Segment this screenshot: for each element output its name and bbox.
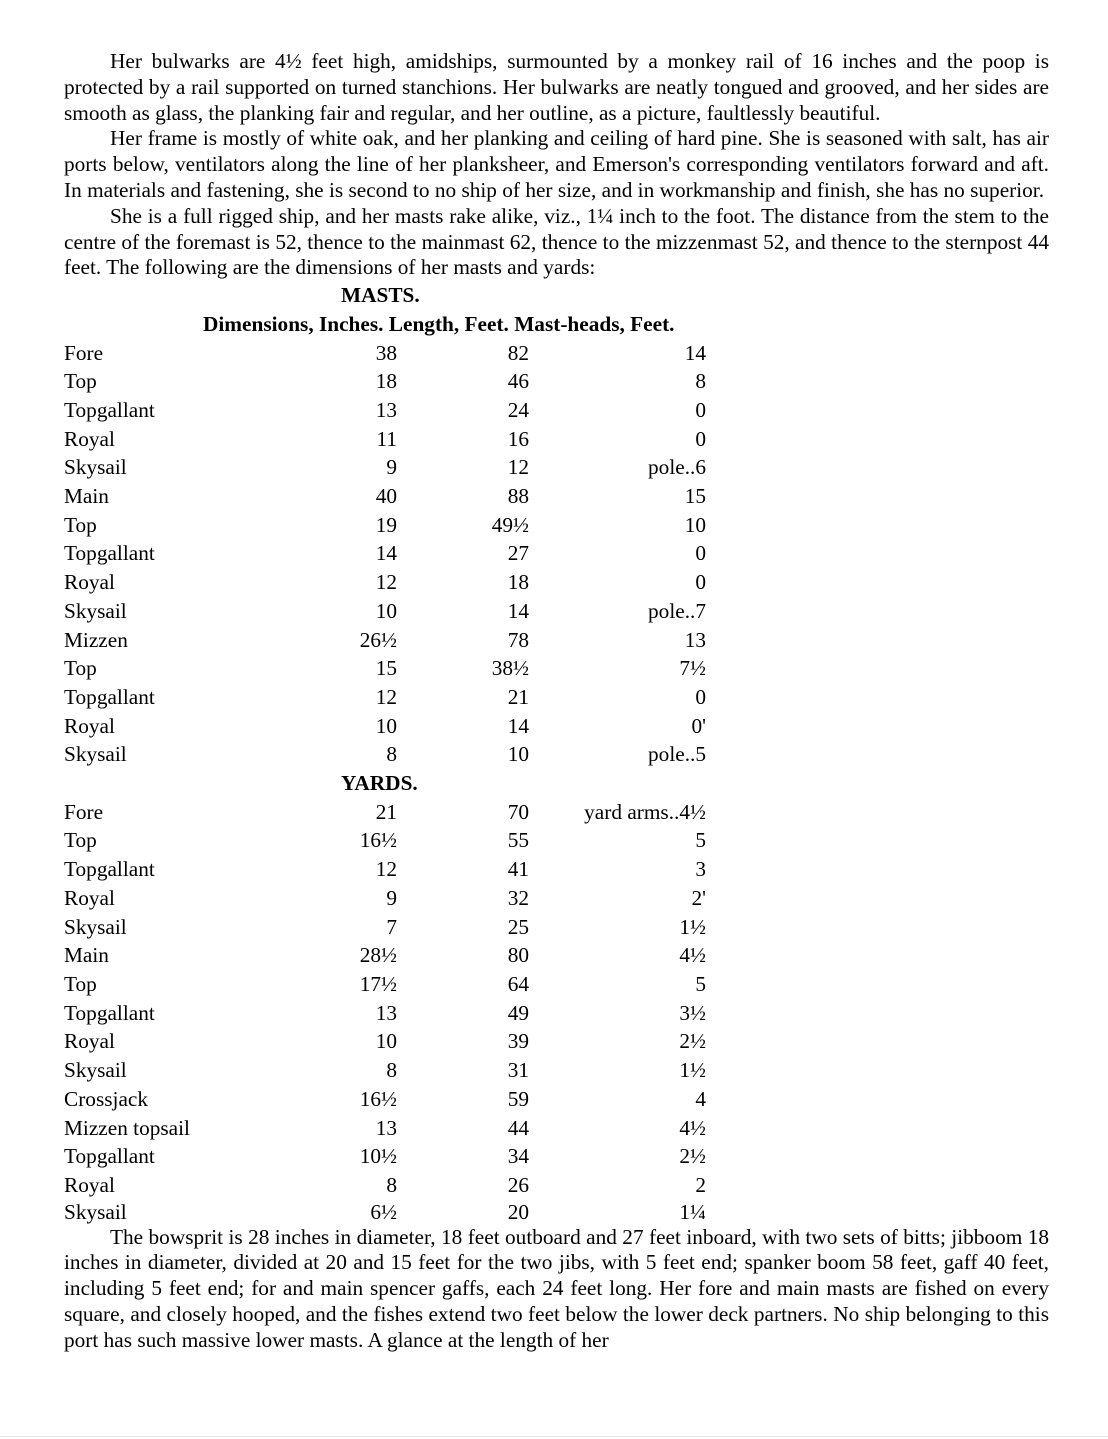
length-feet: 24 [507,397,529,422]
spar-name: Crossjack [64,1086,148,1111]
end-feet: 0' [691,713,706,738]
end-feet: 2½ [679,1144,706,1169]
end-feet: 4½ [679,1115,706,1140]
dimension-inches: 6½ [370,1199,397,1224]
header-length: Length, Feet. [388,311,509,336]
spar-name: Top [64,972,97,996]
dimension-inches: 15 [375,656,397,681]
length-feet: 14 [507,713,529,738]
spar-name: Topgallant [64,857,155,882]
dimension-inches: 10 [375,1029,397,1054]
end-feet: 0 [695,426,706,451]
table-row [64,683,706,712]
end-feet: 1½ [679,914,706,939]
dimension-inches: 16½ [359,1086,397,1111]
length-feet: 20 [507,1199,529,1224]
spar-name: Topgallant [64,1144,155,1169]
spar-name: Mizzen topsail [64,1115,190,1140]
length-feet: 12 [507,455,529,480]
dimension-inches: 18 [375,369,397,394]
spar-name: Fore [64,340,104,365]
table-row [64,626,706,655]
end-feet: yard arms..4½ [584,799,706,824]
table-row [64,941,706,970]
end-feet: pole..5 [648,742,706,767]
masts-title: MASTS. [341,283,420,308]
spar-name: Royal [64,426,115,451]
dimension-inches: 12 [375,684,397,709]
dimension-inches: 19 [375,512,397,537]
end-feet: 14 [684,340,706,365]
dimension-inches: 8 [386,1172,397,1197]
length-feet: 27 [507,541,529,566]
header-dimensions: Dimensions, Inches. [203,311,384,336]
dimension-inches: 26½ [359,627,397,652]
end-feet: 5 [695,972,706,996]
masts-table [64,339,706,770]
spar-name: Royal [64,1172,115,1197]
end-feet: 4 [695,1086,706,1111]
length-feet: 46 [507,369,529,394]
spar-name: Top [64,512,97,537]
dimension-inches: 8 [386,1058,397,1083]
length-feet: 78 [507,627,529,652]
table-row [64,1142,706,1171]
end-feet: 4½ [679,943,706,968]
table-row [64,511,706,540]
dimension-inches: 12 [375,857,397,882]
dimension-inches: 14 [375,541,397,566]
length-feet: 31 [507,1058,529,1083]
spar-name: Topgallant [64,397,155,422]
length-feet: 34 [507,1144,529,1169]
spar-name: Skysail [64,598,127,623]
page-bottom-rule [0,1436,1108,1437]
table-row [64,826,706,855]
end-feet: 3½ [679,1000,706,1025]
length-feet: 10 [507,742,529,767]
table-row [64,568,706,597]
end-feet: 13 [684,627,706,652]
table-row [64,396,706,425]
yards-title: YARDS. [341,771,418,796]
intro-paragraph-1: Her bulwarks are 4½ feet high, amidships, surmounted by a monkey rail of 16 inches and the poop is protected by a rail supported on turned stanchions. Her bulwarks are neatly tongued and grooved, and her sides are smooth as glass, the planking fair and regular, and her outline, as a picture, faultlessly beautiful. [64,49,1049,125]
table-row [64,1027,706,1056]
length-feet: 38½ [491,656,529,681]
table-row [64,339,706,368]
document-page [64,49,1049,1354]
table-row [64,1114,706,1143]
spar-name: Fore [64,799,104,824]
length-feet: 44 [507,1115,529,1140]
spar-name: Royal [64,713,115,738]
end-feet: 15 [684,484,706,509]
dimension-inches: 9 [386,455,397,480]
spar-name: Main [64,484,109,509]
closing-paragraph: The bowsprit is 28 inches in diameter, 18 feet outboard and 27 feet inboard, with two sets of bitts; jibboom 18 inches in diameter, divided at 20 and 15 feet for the two jibs, with 5 feet end; spanker boom 58 feet, gaff 40 feet, including 5 feet end; for and main spencer gaffs, each 24 feet long. Her fore and main masts are fished on every square, and closely hooped, and the fishes extend two feet below the lower deck partners. No ship belonging to this port has such massive lower masts. A glance at the length of her [64,1224,1049,1352]
dimension-inches: 11 [376,426,397,451]
dimension-inches: 12 [375,570,397,595]
table-row [64,1085,706,1114]
spar-name: Skysail [64,455,127,480]
dimension-inches: 16½ [359,828,397,853]
length-feet: 16 [507,426,529,451]
spar-name: Skysail [64,1058,127,1083]
length-feet: 14 [507,598,529,623]
length-feet: 41 [507,857,529,882]
intro-paragraph-3: She is a full rigged ship, and her masts rake alike, viz., 1¼ inch to the foot. The distance from the stem to the centre of the foremast is 52, thence to the mainmast 62, thence to the mizzenmast 52, and thence to the sternpost 44 feet. The following are the dimensions of her masts and yards: [64,203,1049,280]
end-feet: 2½ [679,1029,706,1054]
length-feet: 55 [507,828,529,853]
dimension-inches: 28½ [359,943,397,968]
end-feet: 10 [684,512,706,537]
dimension-inches: 7 [386,914,397,939]
spar-name: Top [64,828,97,853]
spar-name: Top [64,369,97,394]
dimension-inches: 13 [375,1000,397,1025]
length-feet: 82 [507,340,529,365]
spar-name: Royal [64,885,115,910]
intro-paragraph-2: Her frame is mostly of white oak, and her planking and ceiling of hard pine. She is seasoned with salt, has air ports below, ventilators along the line of her planksheer, and Emerson's corresponding ventilators forward and aft. In materials and fastening, she is second to no ship of her size, and in workmanship and finish, she has no superior. [64,126,1049,202]
end-feet: 1¼ [679,1199,706,1224]
table-row [64,539,706,568]
table-row [64,1200,706,1225]
length-feet: 32 [507,885,529,910]
spar-name: Topgallant [64,684,155,709]
end-feet: 0 [695,397,706,422]
length-feet: 39 [507,1029,529,1054]
length-feet: 25 [507,914,529,939]
dimension-inches: 10 [375,598,397,623]
end-feet: pole..6 [648,455,706,480]
spar-name: Mizzen [64,627,128,652]
dimension-inches: 9 [386,885,397,910]
spar-name: Skysail [64,914,127,939]
table-row [64,597,706,626]
end-feet: 8 [695,369,706,394]
spar-name: Skysail [64,1199,127,1224]
end-feet: 0 [695,570,706,595]
end-feet: 7½ [679,656,706,681]
length-feet: 18 [507,570,529,595]
spar-name: Main [64,943,109,968]
dimension-inches: 10 [375,713,397,738]
end-feet: 1½ [679,1058,706,1083]
table-row [64,712,706,741]
end-feet: 2 [695,1172,706,1197]
dimension-inches: 17½ [359,972,397,996]
length-feet: 21 [507,684,529,709]
length-feet: 88 [507,484,529,509]
table-row [64,970,706,999]
table-row [64,482,706,511]
length-feet: 26 [507,1172,529,1197]
dimension-inches: 40 [375,484,397,509]
table-row [64,453,706,482]
spar-name: Topgallant [64,541,155,566]
spar-name: Top [64,656,97,681]
length-feet: 49½ [491,512,529,537]
dimension-inches: 13 [375,1115,397,1140]
table-row [64,1056,706,1085]
length-feet: 59 [507,1086,529,1111]
table-row [64,740,706,769]
table-row [64,1171,706,1200]
table-row [64,913,706,942]
end-feet: 0 [695,541,706,566]
end-feet: 3 [695,857,706,882]
spar-name: Skysail [64,742,127,767]
table-row [64,367,706,396]
length-feet: 49 [507,1000,529,1025]
table-row [64,999,706,1028]
spar-name: Topgallant [64,1000,155,1025]
masts-column-headers [64,310,1049,339]
length-feet: 80 [507,943,529,968]
end-feet: pole..7 [648,598,706,623]
length-feet: 70 [507,799,529,824]
spar-name: Royal [64,570,115,595]
end-feet: 2' [691,885,706,910]
table-row [64,855,706,884]
dimension-inches: 10½ [359,1144,397,1169]
table-row [64,425,706,454]
spar-name: Royal [64,1029,115,1054]
table-row [64,798,706,827]
dimension-inches: 8 [386,742,397,767]
end-feet: 5 [695,828,706,853]
table-row [64,884,706,913]
header-mast-heads: Mast-heads, Feet. [514,311,675,336]
dimension-inches: 21 [375,799,397,824]
yards-table [64,798,706,1225]
length-feet: 64 [507,972,529,996]
dimension-inches: 13 [375,397,397,422]
table-row [64,654,706,683]
dimension-inches: 38 [375,340,397,365]
end-feet: 0 [695,684,706,709]
